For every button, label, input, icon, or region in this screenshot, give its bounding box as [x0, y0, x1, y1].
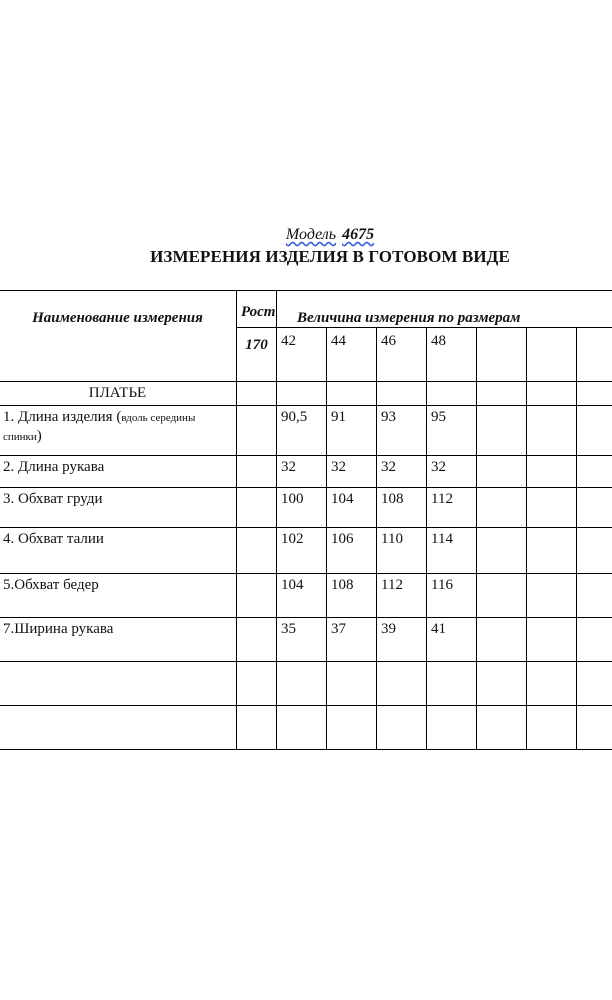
model-number: 4675	[342, 226, 375, 243]
value-cell	[527, 706, 577, 750]
value-cell	[427, 662, 477, 706]
value-cell	[527, 528, 577, 574]
value-cell	[327, 662, 377, 706]
value-cell	[577, 574, 612, 618]
measure-name: 7.Ширина рукава	[0, 618, 237, 662]
name-header-cont	[0, 328, 237, 382]
value-cell	[577, 456, 612, 488]
rost-cell	[237, 618, 277, 662]
empty-cell	[427, 382, 477, 406]
title-block	[0, 226, 612, 268]
value-cell	[277, 662, 327, 706]
size-cell	[527, 328, 577, 382]
size-cell: 48	[427, 328, 477, 382]
rost-cell	[237, 574, 277, 618]
measure-name	[0, 406, 237, 456]
model-line	[0, 226, 612, 244]
table-row	[0, 706, 612, 750]
value-cell: 93	[377, 406, 427, 456]
value-cell: 102	[277, 528, 327, 574]
value-cell	[477, 528, 527, 574]
empty-cell	[577, 382, 612, 406]
table-row	[0, 528, 612, 574]
empty-cell	[377, 382, 427, 406]
measure-name-text: 1. Длина изделия (	[3, 409, 122, 425]
value-cell	[577, 488, 612, 528]
empty-cell	[327, 382, 377, 406]
value-cell	[527, 662, 577, 706]
value-cell: 32	[427, 456, 477, 488]
value-cell: 95	[427, 406, 477, 456]
size-cell: 44	[327, 328, 377, 382]
value-cell: 106	[327, 528, 377, 574]
measure-name: 3. Обхват груди	[0, 488, 237, 528]
value-cell: 114	[427, 528, 477, 574]
col-values-header: Величина измерения по размерам	[277, 291, 612, 328]
value-cell: 116	[427, 574, 477, 618]
measurements-table	[0, 290, 612, 750]
value-cell	[527, 618, 577, 662]
value-cell	[377, 706, 427, 750]
sizes-row	[0, 328, 612, 382]
value-cell: 104	[327, 488, 377, 528]
value-cell: 110	[377, 528, 427, 574]
header-row	[0, 291, 612, 328]
measure-name	[0, 662, 237, 706]
value-cell	[477, 406, 527, 456]
rost-cell	[237, 662, 277, 706]
value-cell	[427, 706, 477, 750]
value-cell	[277, 706, 327, 750]
measure-name-tail: )	[36, 428, 42, 444]
value-cell	[527, 456, 577, 488]
table-row	[0, 488, 612, 528]
value-cell	[527, 406, 577, 456]
value-cell	[377, 662, 427, 706]
value-cell	[477, 618, 527, 662]
value-cell: 100	[277, 488, 327, 528]
rost-cell	[237, 528, 277, 574]
table-row	[0, 618, 612, 662]
value-cell: 112	[377, 574, 427, 618]
value-cell: 41	[427, 618, 477, 662]
value-cell	[477, 488, 527, 528]
value-cell	[577, 662, 612, 706]
value-cell	[577, 406, 612, 456]
value-cell	[477, 706, 527, 750]
value-cell	[577, 528, 612, 574]
measure-name: 4. Обхват талии	[0, 528, 237, 574]
empty-cell	[477, 382, 527, 406]
value-cell: 104	[277, 574, 327, 618]
model-label: Модель	[285, 226, 337, 243]
value-cell	[527, 574, 577, 618]
table-row	[0, 406, 612, 456]
value-cell: 90,5	[277, 406, 327, 456]
value-cell: 112	[427, 488, 477, 528]
value-cell: 32	[377, 456, 427, 488]
value-cell	[577, 618, 612, 662]
value-cell	[477, 574, 527, 618]
rost-cell	[237, 706, 277, 750]
rost-value: 170	[237, 328, 277, 382]
size-cell: 42	[277, 328, 327, 382]
measure-name: 2. Длина рукава	[0, 456, 237, 488]
value-cell: 91	[327, 406, 377, 456]
rost-cell	[237, 456, 277, 488]
size-cell	[477, 328, 527, 382]
value-cell: 37	[327, 618, 377, 662]
value-cell: 108	[327, 574, 377, 618]
size-cell: 46	[377, 328, 427, 382]
value-cell: 32	[277, 456, 327, 488]
table-row	[0, 574, 612, 618]
table-row	[0, 662, 612, 706]
value-cell	[477, 662, 527, 706]
section-label: ПЛАТЬЕ	[0, 382, 237, 406]
col-rost-header: Рост	[237, 291, 277, 328]
value-cell	[327, 706, 377, 750]
measure-name	[0, 706, 237, 750]
empty-cell	[277, 382, 327, 406]
rost-cell	[237, 488, 277, 528]
table-row	[0, 456, 612, 488]
col-name-header: Наименование измерения	[0, 291, 237, 328]
value-cell: 35	[277, 618, 327, 662]
value-cell	[477, 456, 527, 488]
value-cell	[577, 706, 612, 750]
measure-name: 5.Обхват бедер	[0, 574, 237, 618]
rost-cell	[237, 406, 277, 456]
empty-cell	[527, 382, 577, 406]
size-cell	[577, 328, 612, 382]
value-cell	[527, 488, 577, 528]
empty-cell	[237, 382, 277, 406]
section-row	[0, 382, 612, 406]
measure-name-note: вдоль середины спинки	[3, 412, 196, 443]
value-cell: 39	[377, 618, 427, 662]
value-cell: 108	[377, 488, 427, 528]
value-cell: 32	[327, 456, 377, 488]
page-title: ИЗМЕРЕНИЯ ИЗДЕЛИЯ В ГОТОВОМ ВИДЕ	[150, 247, 510, 266]
